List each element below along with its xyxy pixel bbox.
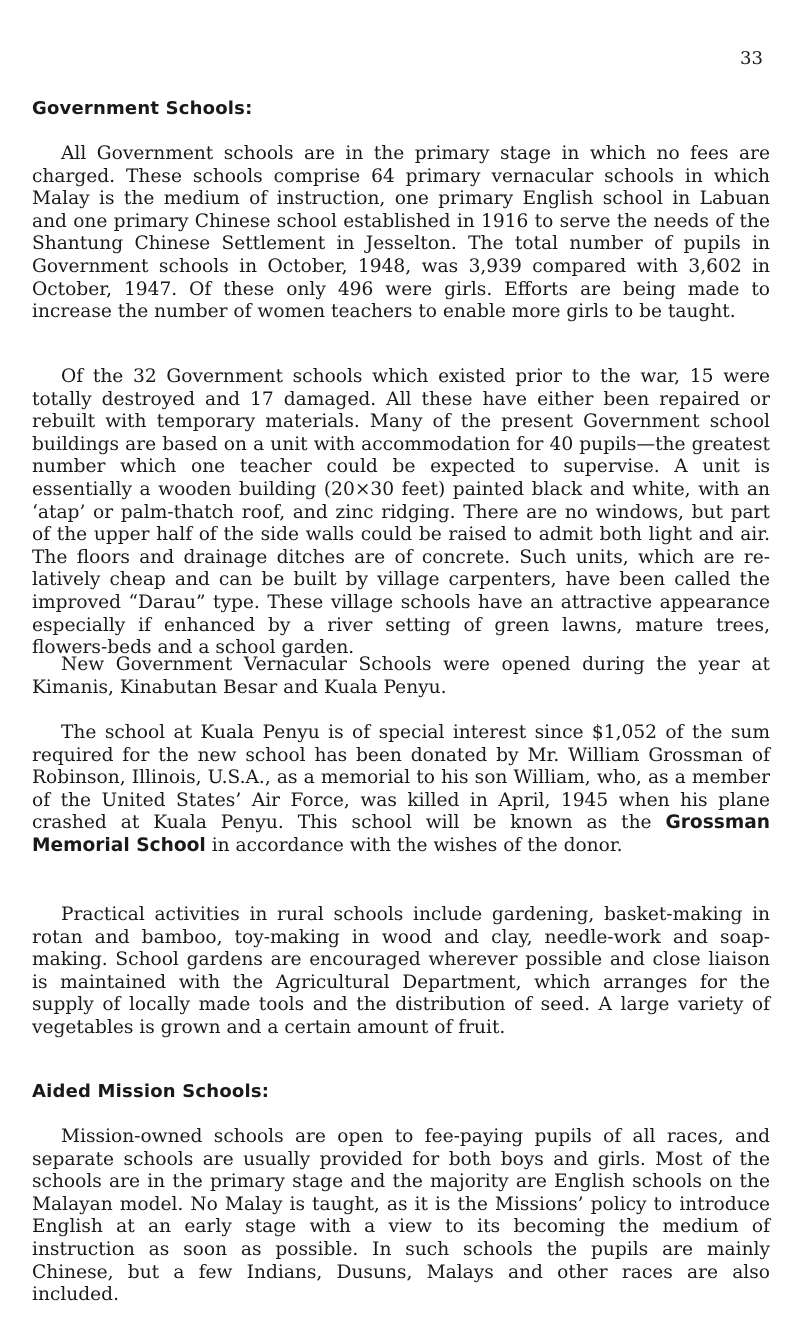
paragraph-practical-activities: Practical activities in rural schools include gardening, basket-making in rotan and bamboo, toy-making in wood and clay, needle-work and soap-making. School gardens are encouraged wherever possible and close liaison is maintained with the Agricultural Department, which arranges for the supply of locally made tools and the distribution of seed. A large variety of vegetables is grown and a certain amount of fruit. xyxy=(32,904,770,1038)
grossman-memorial-school-name: Grossman Memorial School xyxy=(32,812,770,856)
grossman-text-after: in accordance with the wishes of the donor. xyxy=(205,834,623,856)
section-heading-aided-mission-schools: Aided Mission Schools: xyxy=(32,1081,270,1102)
paragraph-grossman-memorial xyxy=(32,722,770,858)
grossman-text-before: The school at Kuala Penyu is of special interest since $1,052 of the sum required for the new school has been donated by Mr. William Grossman of Robinson, Illinois, U.S.A., as a memorial to his son William, who, as a member of the United States’ Air Force, was killed in April, 1945 when his plane crashed at Kuala Penyu. This school will be known as the xyxy=(32,722,770,834)
paragraph-school-buildings: Of the 32 Government schools which existed prior to the war, 15 were totally destroyed and 17 damaged. All these have either been repaired or rebuilt with temporary materials. Many of the present Government school buildings are based on a unit with accommodation for 40 pupils—the greatest number which one teacher could be expected to supervise. A unit is essentially a wooden building (20×30 feet) painted black and white, with an ‘atap’ or palm-thatch roof, and zinc ridging. There are no windows, but part of the upper half of the side walls could be raised to admit both light and air. The floors and drainage ditches are of concrete. Such units, which are relatively cheap and can be built by village carpenters, have been called the improved “Darau” type. These village schools have an attractive appearance especially if enhanced by a river setting of green lawns, mature trees, flowers-beds and a school garden. xyxy=(32,366,770,659)
paragraph-mission-schools: Mission-owned schools are open to fee-paying pupils of all races, and separate schools are usually provided for both boys and girls. Most of the schools are in the primary stage and the majority are English schools on the Malayan model. No Malay is taught, as it is the Missions’ policy to introduce English at an early stage with a view to its becoming the medium of instruction as soon as possible. In such schools the pupils are mainly Chinese, but a few Indians, Dusuns, Malays and other races are also included. xyxy=(32,1126,770,1306)
section-heading-government-schools: Government Schools: xyxy=(32,98,253,119)
paragraph-government-schools-overview: All Government schools are in the primary stage in which no fees are charged. These schools comprise 64 primary vernacular schools in which Malay is the medium of instruction, one primary English school in Labuan and one primary Chinese school established in 1916 to serve the needs of the Shantung Chinese Settlement in Jesselton. The total number of pupils in Government schools in October, 1948, was 3,939 compared with 3,602 in October, 1947. Of these only 496 were girls. Efforts are being made to increase the number of women teachers to enable more girls to be taught. xyxy=(32,143,770,323)
paragraph-new-vernacular-schools: New Government Vernacular Schools were opened during the year at Kimanis, Kinabutan Besar and Kuala Penyu. xyxy=(32,654,770,698)
page-number: 33 xyxy=(740,48,763,69)
